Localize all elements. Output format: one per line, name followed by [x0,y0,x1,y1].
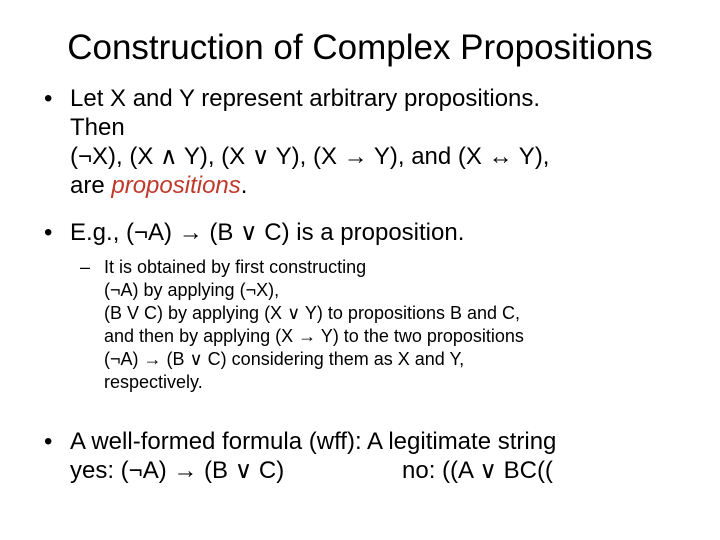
sub-bullet-line-1: It is obtained by first constructing [104,257,367,277]
wff-no-example: no: ((A ∨ BC(( [402,457,553,484]
sub-bullet-line-2: (¬A) by applying (¬X), [104,280,280,300]
bullet-3-line-1: A well-formed formula (wff): A legitimate string [70,428,557,455]
slide-title: Construction of Complex Propositions [67,28,653,67]
sub-bullet-line-6: respectively. [104,372,203,392]
sub-bullet-line-3: (B V C) by applying (X ∨ Y) to propositions B and C, [104,303,521,323]
sub-bullet-dash: – [80,257,91,277]
bullet-1-line-4-suffix: . [240,172,248,199]
bullet-1-marker: • [44,85,53,112]
bullet-1-line-2: Then [70,114,125,141]
bullet-3-line-2 [70,456,556,485]
wff-yes-example: yes: (¬A) → (B ∨ C) [70,457,285,484]
bullet-2-text: E.g., (¬A) → (B ∨ C) is a proposition. [70,219,465,246]
bullet-1-line-4-prefix: are [70,172,112,199]
sub-bullet-line-4: and then by applying (X → Y) to the two propositions [104,326,524,346]
sub-bullet-line-5: (¬A) → (B ∨ C) considering them as X and Y, [104,349,465,369]
bullet-1-line-4 [70,171,549,200]
propositions-emphasis: propositions [111,172,241,199]
bullet-3-marker: • [44,428,53,455]
bullet-1-line-3: (¬X), (X ∧ Y), (X ∨ Y), (X → Y), and (X ↔ Y), [70,143,550,170]
bullet-1-line-1: Let X and Y represent arbitrary propositions. [70,85,541,112]
bullet-2-marker: • [44,219,53,246]
